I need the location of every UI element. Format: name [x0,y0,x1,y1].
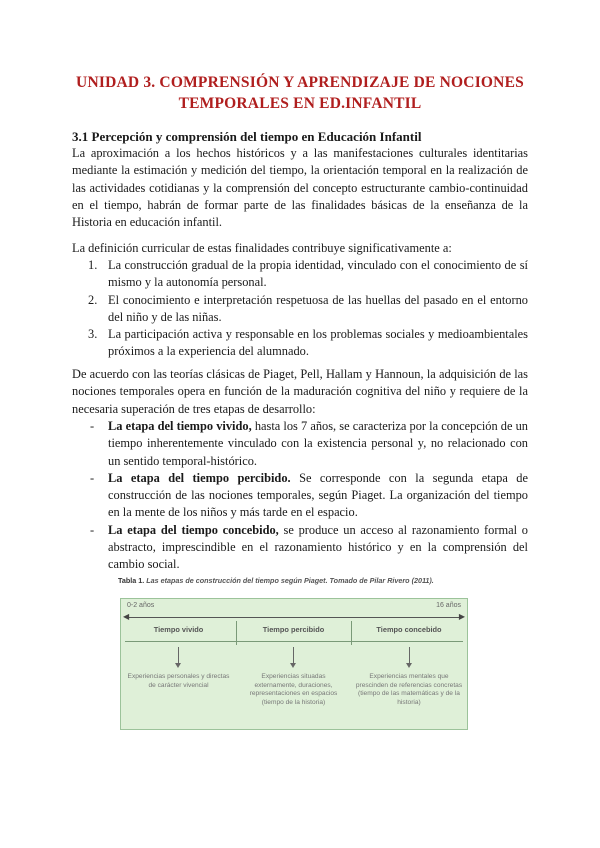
stage-name: La etapa del tiempo concebido, [108,522,279,537]
item-text: La construcción gradual de la propia identidad, vinculado con el conocimiento de sí mismo y la autonomía personal. [108,258,528,290]
figure-caption [118,576,470,585]
numbered-item [72,326,528,361]
unit-title-line-1: UNIDAD 3. COMPRENSIÓN Y APRENDIZAJE DE NOCIONES [76,74,524,91]
down-arrow-icon [293,647,294,665]
stage-item [72,522,528,574]
stages-diagram [120,598,468,730]
arrow-left-icon: ◀ [123,612,130,621]
unit-title [60,72,540,114]
stage-item [72,418,528,470]
stage-name: La etapa del tiempo percibido. [108,470,291,485]
section-heading: 3.1 Percepción y comprensión del tiempo en Educación Infantil [72,129,422,144]
stages-list [72,418,528,574]
item-number: 2. [88,292,98,307]
header-divider [125,641,463,642]
down-arrow-icon [409,647,410,665]
timeline-arrow [125,617,463,618]
bullet-dash: - [90,522,95,537]
stage-desc-concebido: Experiencias mentales que prescinden de referencias concretas (tiempo de las matemáticas y de la historia) [355,673,463,706]
stage-description: Se corresponde con la segunda etapa de construcción de las nociones temporales, según Piaget. La organización del tiempo en la mente de los niños y más tarde en el espacio. [108,470,529,520]
caption-text: Las etapas de construcción del tiempo según Piaget. Tomado de Pilar Rivero (2011). [144,576,434,585]
item-text: El conocimiento e interpretación respetuosa de las huellas del pasado en el entorno del niño y de las niñas. [108,292,528,324]
theories-paragraph: De acuerdo con las teorías clásicas de Piaget, Pell, Hallam y Hannoun, la adquisición de las nociones temporales opera en función de la maduración cognitiva del niño y requiere de la necesaria superación de tres etapas de desarrollo: [72,367,528,416]
item-number: 1. [88,258,98,272]
numbered-item [72,257,528,292]
stage-title-vivido: Tiempo vivido [153,625,204,634]
stage-item [72,470,528,522]
numbered-list [72,257,528,361]
bullet-dash: - [90,470,95,485]
caption-label: Tabla 1. [118,576,145,585]
down-arrow-icon [178,647,179,665]
age-end-label: 16 años [436,602,461,609]
stage-description: hasta los 7 años, se caracteriza por la concepción de un tiempo inherentemente vinculado con la existencia personal y, no relacionado con un sentido temporal-histórico. [108,419,529,468]
age-start-label: 0-2 años [127,602,155,609]
stages-table-figure [118,572,470,732]
bullet-dash: - [90,419,95,433]
stage-desc-percibido: Experiencias situadas externamente, duraciones, representaciones en espacios (tiempo de la historia) [249,673,338,706]
numbered-item [72,292,528,327]
unit-title-line-2: TEMPORALES EN ED.INFANTIL [178,95,422,112]
stage-title-percibido: Tiempo percibido [262,625,325,634]
arrow-right-icon: ▶ [458,612,465,621]
item-text: La participación activa y responsable en los problemas sociales y medioambientales próximos a la experiencia del alumnado. [108,327,528,359]
item-number: 3. [88,327,98,342]
curricular-intro: La definición curricular de estas finalidades contribuye significativamente a: [72,241,452,255]
stage-title-concebido: Tiempo concebido [376,625,442,634]
stage-name: La etapa del tiempo vivido, [108,419,252,433]
stage-description: se produce un acceso al razonamiento formal o abstracto, imprescindible en el razonamiento histórico y en la comprensión del cambio social. [108,522,528,572]
intro-paragraph: La aproximación a los hechos históricos y a las manifestaciones culturales identitarias mediante la estimación y medición del tiempo, la orientación temporal en la realización de las actividades cotidianas y la comprensión del concepto estructurante cambio-continuidad en el tiempo, habrán de formar parte de las finalidades básicas de la enseñanza de la Historia en educación infantil. [72,146,528,230]
stage-desc-vivido: Experiencias personales y directas de carácter vivencial [127,673,230,689]
